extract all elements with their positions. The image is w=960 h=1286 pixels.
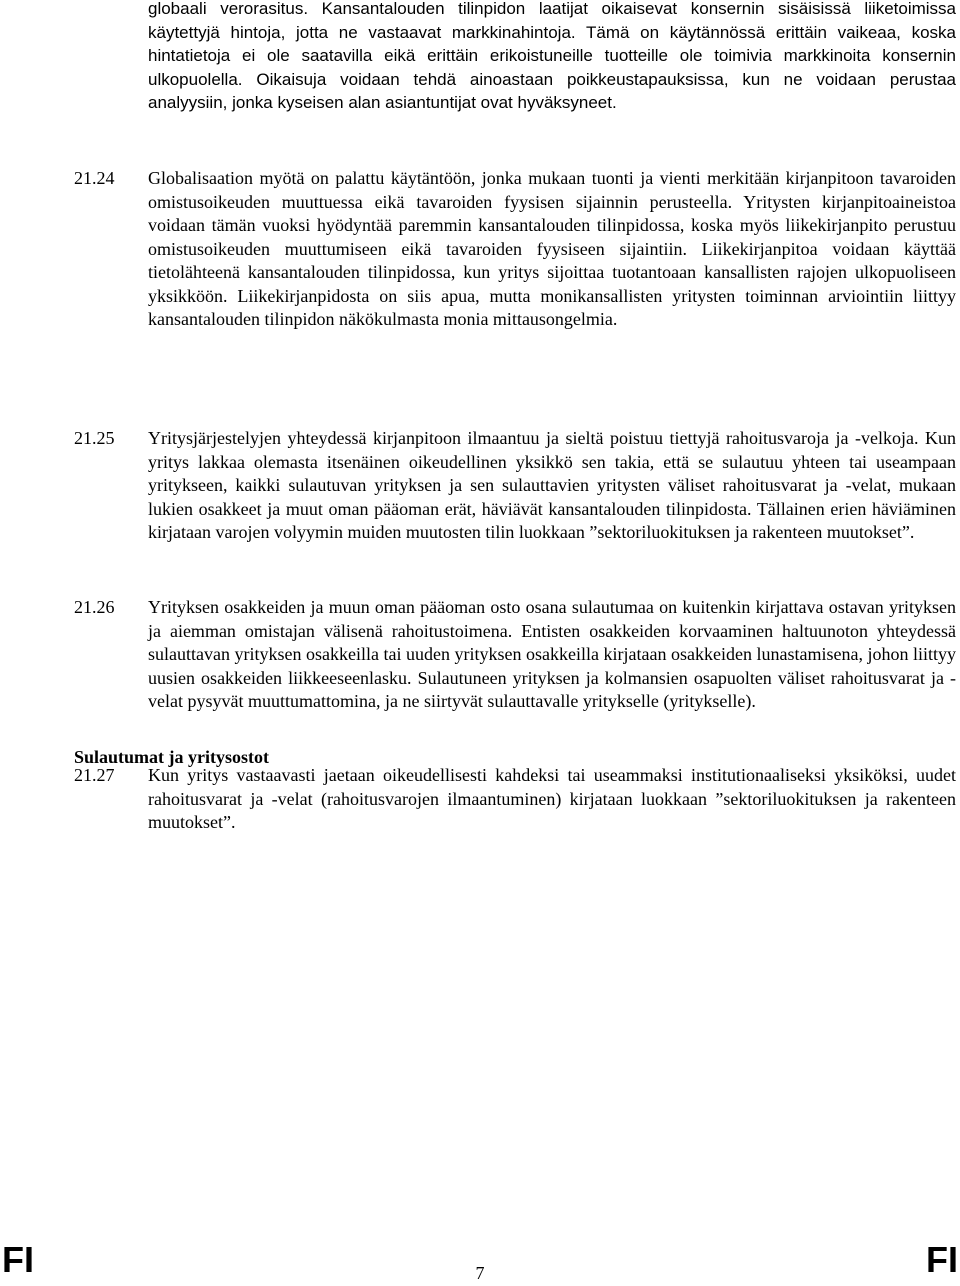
paragraph-text: Yritysjärjestelyjen yhteydessä kirjanpitoon ilmaantuu ja sieltä poistuu tiettyjä rahoitusvaroja ja -velkoja. Kun yritys lakkaa olemasta itsenäinen oikeudellinen yksikkö sen takia, että se sulautuu yhteen tai useampaan yritykseen, kaikki sulautuvan yrityksen ja sen sulauttavien yritysten väliset rahoitusvarat ja -velat, mukaan lukien osakkeet ja muut oman pääoman erät, häviävät kansantalouden tilinpidosta. Tällainen erien häviäminen kirjataan varojen volyymin muiden muutosten tilin luokkaan ”sektoriluokituksen ja rakenteen muutokset”. — [148, 428, 956, 542]
paragraph-text: Yrityksen osakkeiden ja muun oman pääoman osto osana sulautumaa on kuitenkin kirjattava ostavan yrityksen ja aiemman omistajan välisenä rahoitustoimena. Entisten osakkeiden korvaaminen haltuunoton yhteydessä sulauttavan yrityksen osakkeilla tai uuden yrityksen osakkeilla kirjataan osakkeiden lunastamisena, johon liittyy uusien osakkeiden liikkeeseenlasku. Sulautuneen yrityksen ja kolmansien osapuolten väliset rahoitusvarat ja -velat pysyvät muuttumattomina, ja ne siirtyvät sulauttavalle yritykselle (yritykselle). — [148, 597, 956, 711]
paragraph-number: 21.25 — [74, 428, 115, 448]
footer-language-code-right: FI — [926, 1239, 958, 1280]
paragraph-number: 21.27 — [74, 765, 115, 785]
section-heading: Sulautumat ja yritysostot — [74, 747, 270, 767]
paragraph-21-25 — [74, 427, 956, 545]
page-number: 7 — [475, 1263, 485, 1283]
paragraph-21-26 — [74, 596, 956, 714]
footer-language-code-left: FI — [2, 1239, 34, 1280]
continued-paragraph: globaali verorasitus. Kansantalouden tilinpidon laatijat oikaisevat konsernin sisäisissä liiketoimissa käytettyjä hintoja, jotta ne vastaavat markkinahintoja. Tämä on käytännössä erittäin vaikeaa, koska hintatietoja ei ole saatavilla eikä erittäin erikoistuneille tuotteille ole toimivia markkinoita konsernin ulkopuolella. Oikaisuja voidaan tehdä ainoastaan poikkeustapauksissa, kun ne voidaan perustaa analyysiin, jonka kyseisen alan asiantuntijat ovat hyväksyneet. — [148, 0, 956, 112]
paragraph-21-27 — [74, 764, 956, 835]
paragraph-number: 21.24 — [74, 168, 115, 188]
paragraph-21-24 — [74, 167, 956, 332]
paragraph-text: Globalisaation myötä on palattu käytäntöön, jonka mukaan tuonti ja vienti merkitään kirjanpitoon tavaroiden omistusoikeuden muuttuessa eikä tavaroiden fyysisen sijainnin perusteella. Yritysten kirjanpitoaineistoa voidaan tämän vuoksi hyödyntää paremmin kansantalouden tilinpidossa, koska myös liikekirjanpito perustuu omistusoikeuden muuttumiseen eikä tavaroiden fyysiseen sijaintiin. Liikekirjanpitoa voidaan käyttää tietolähteenä kansantalouden tilinpidossa, kun yritys sijoittaa tuotantoaan kansallisten rajojen ulkopuoliseen yksikköön. Liikekirjanpidosta on siis apua, mutta monikansallisten yritysten toiminnan arviointiin liittyy kansantalouden tilinpidon näkökulmasta monia mittausongelmia. — [148, 168, 956, 329]
paragraph-text: Kun yritys vastaavasti jaetaan oikeudellisesti kahdeksi tai useammaksi institutionaaliseksi yksiköksi, uudet rahoitusvarat ja -velat (rahoitusvarojen ilmaantuminen) kirjataan luokkaan ”sektoriluokituksen ja rakenteen muutokset”. — [148, 765, 956, 832]
paragraph-number: 21.26 — [74, 597, 115, 617]
